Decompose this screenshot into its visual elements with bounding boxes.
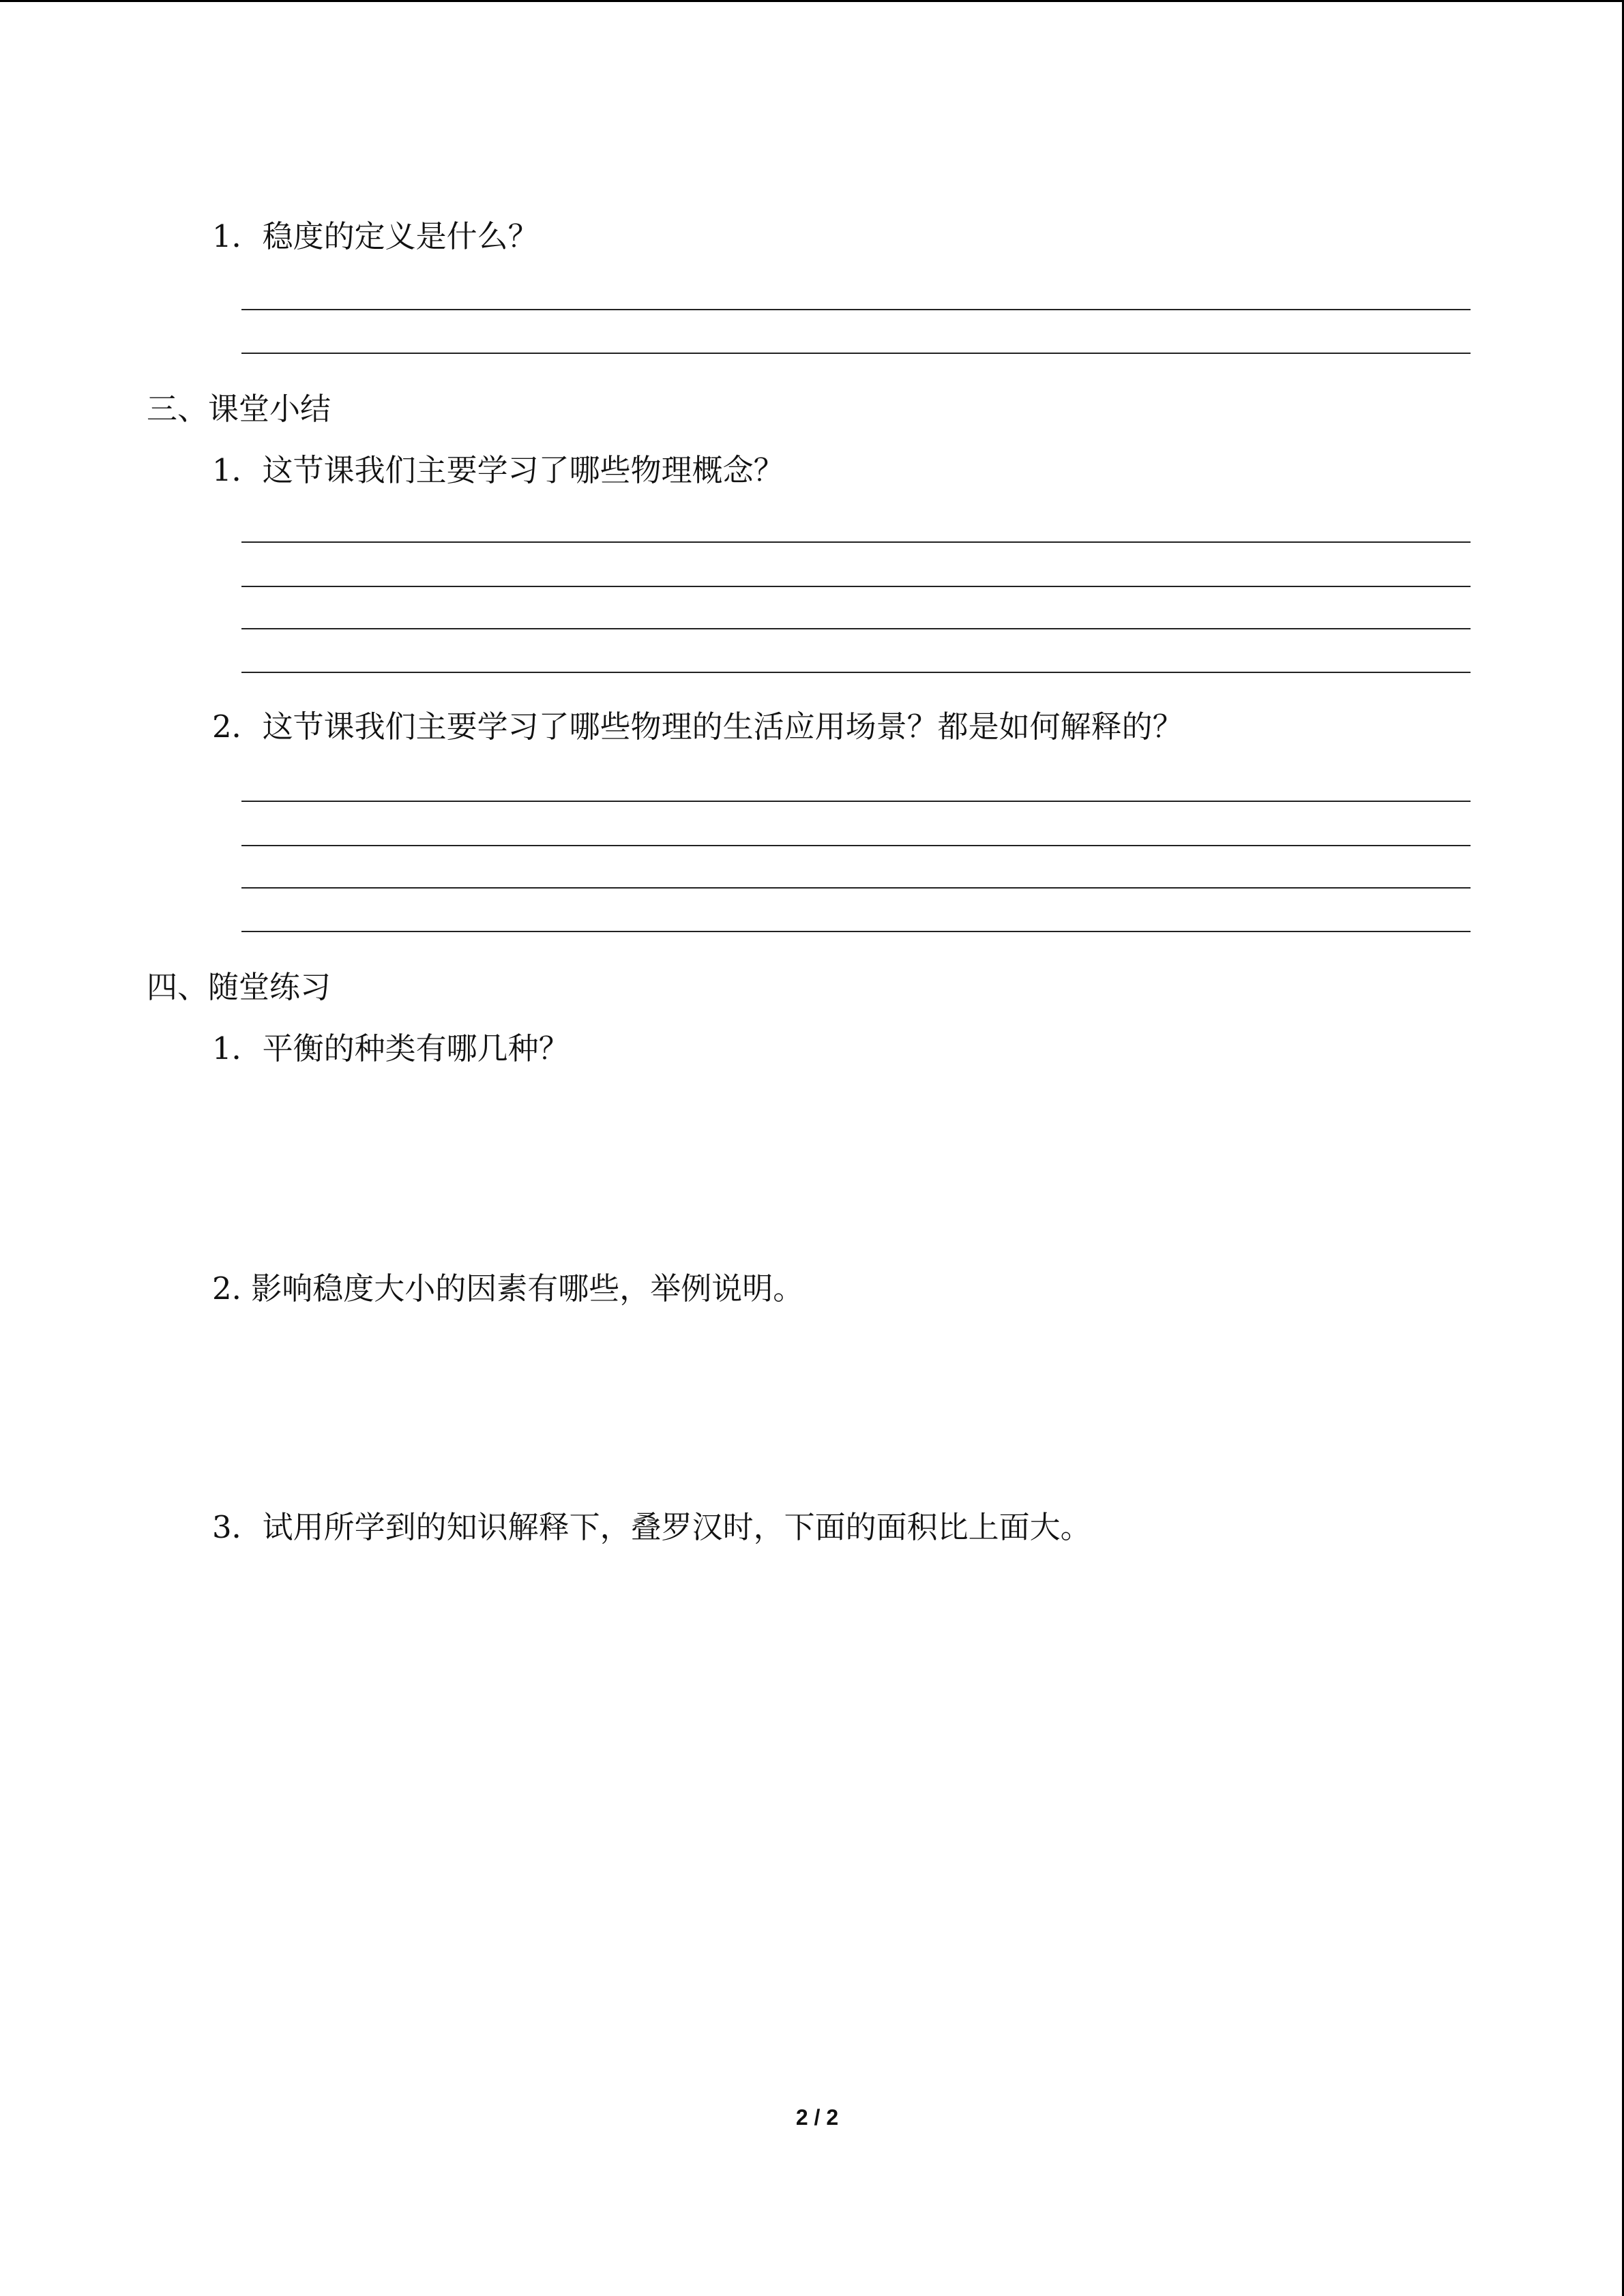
- answer-line: [241, 931, 1471, 932]
- answer-line: [241, 628, 1471, 629]
- answer-line: [241, 801, 1471, 802]
- answer-line: [241, 845, 1471, 846]
- practice-question-3: 3．试用所学到的知识解释下，叠罗汉时，下面的面积比上面大。: [212, 1509, 1091, 1545]
- answer-line: [241, 541, 1471, 543]
- page-number: 2 / 2: [795, 2105, 839, 2130]
- summary-question-2: 2．这节课我们主要学习了哪些物理的生活应用场景？都是如何解释的？: [212, 709, 1183, 745]
- answer-line: [241, 309, 1471, 310]
- section-heading-practice: 四、随堂练习: [147, 969, 331, 1005]
- answer-line: [241, 672, 1471, 673]
- answer-line: [241, 586, 1471, 587]
- summary-question-1: 1．这节课我们主要学习了哪些物理概念？: [212, 452, 784, 488]
- answer-line: [241, 353, 1471, 354]
- practice-question-1: 1．平衡的种类有哪几种？: [212, 1030, 570, 1067]
- section-heading-summary: 三、课堂小结: [147, 391, 331, 427]
- answer-line: [241, 887, 1471, 889]
- practice-question-2: 2. 影响稳度大小的因素有哪些，举例说明。: [212, 1270, 804, 1307]
- question-stability-definition: 1．稳度的定义是什么？: [212, 218, 539, 254]
